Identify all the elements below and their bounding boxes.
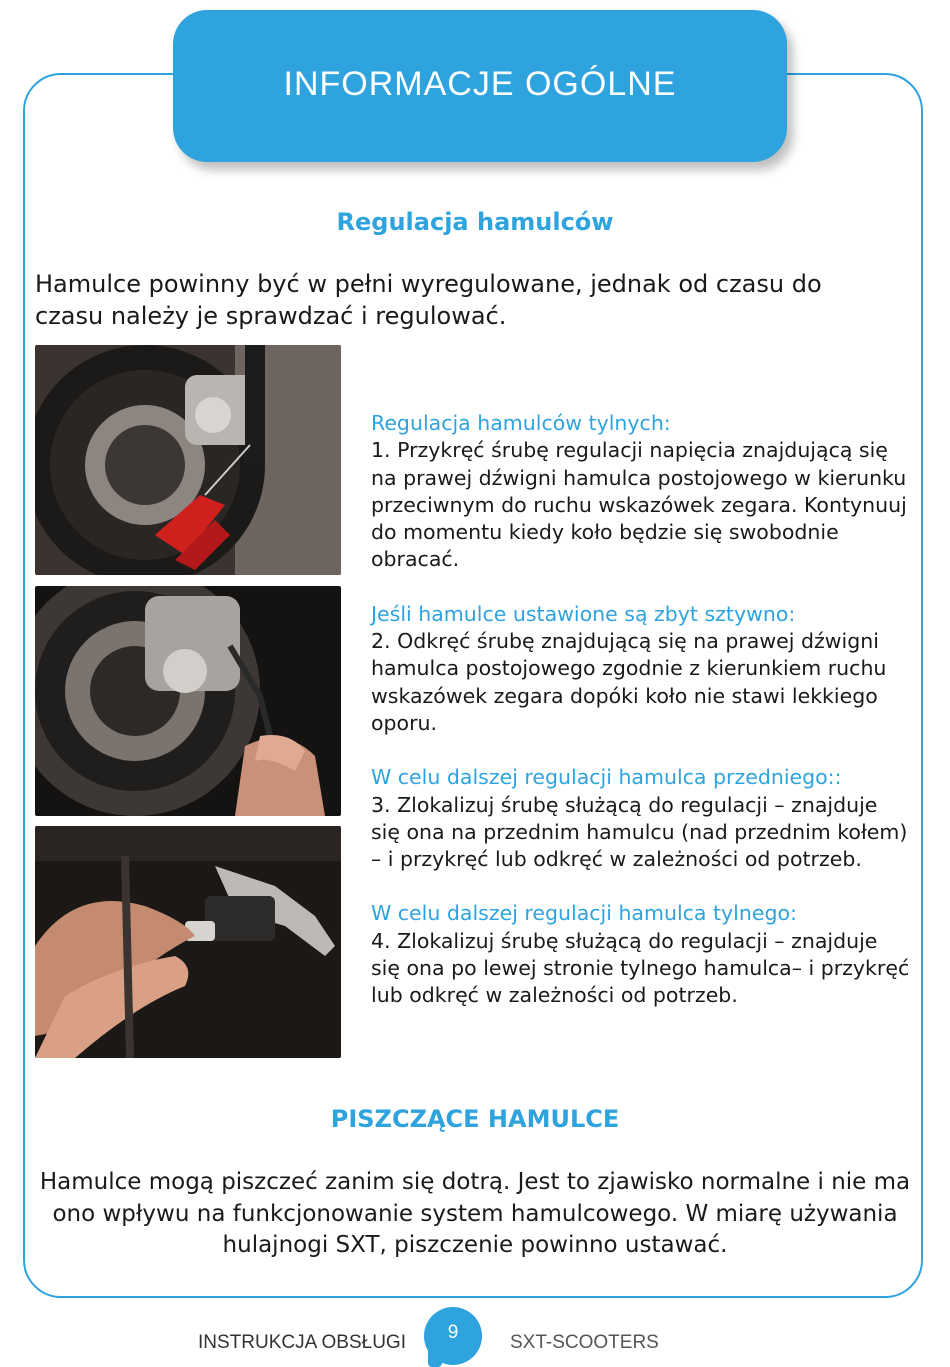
photo-brake-lever-adjust (35, 826, 341, 1058)
step-subtitle: Regulacja hamulców tylnych: (371, 411, 671, 435)
section-title-brake-adjustment: Regulacja hamulców (336, 208, 614, 236)
page-title: INFORMACJE OGÓLNE (283, 64, 677, 103)
step-subtitle: Jeśli hamulce ustawione są zbyt sztywno: (371, 601, 796, 626)
section-title-squeaking-brakes: PISZCZĄCE HAMULCE (330, 1105, 620, 1133)
step-text: 4. Zlokalizuj śrubę służącą do regulacji – znajduje się ona po lewej stronie tylnego hamulca– i przykręć lub odkręć w zależności od potrzeb. (371, 928, 910, 1008)
intro-paragraph: Hamulce powinny być w pełni wyregulowane, jednak od czasu do czasu należy je sprawdzać i regulować. (35, 270, 822, 330)
page-number-bubble-tail (428, 1345, 442, 1367)
brake-instructions (371, 410, 911, 1037)
step-subtitle: W celu dalszej regulacji hamulca przedniego:: (371, 765, 842, 790)
step-2 (371, 601, 911, 737)
footer-manual-label: INSTRUKCJA OBSŁUGI (198, 1332, 406, 1353)
footer-brand-label: SXT-SCOOTERS (510, 1332, 659, 1353)
step-1 (371, 410, 911, 574)
step-subtitle: W celu dalszej regulacji hamulca tylnego: (371, 901, 797, 926)
squeaking-brakes-paragraph: Hamulce mogą piszczeć zanim się dotrą. Jest to zjawisko normalne i nie ma ono wpływu na funkcjonowanie system hamulcowego. W miarę używania hulajnogi SXT, piszczenie powinno ustawać. (39, 1169, 911, 1258)
header-banner (173, 10, 787, 162)
photo-brake-hex-key (35, 586, 341, 816)
step-3 (371, 764, 911, 873)
step-text: 3. Zlokalizuj śrubę służącą do regulacji – znajduje się ona na przednim hamulcu (nad przednim kołem) – i przykręć lub odkręć w zależności od potrzeb. (371, 792, 908, 872)
page-number: 9 (447, 1322, 459, 1343)
step-text: 2. Odkręć śrubę znajdującą się na prawej dźwigni hamulca postojowego zgodnie z kierunkiem ruchu wskazówek zegara dopóki koło nie stawi lekkiego oporu. (371, 629, 887, 735)
step-4 (371, 900, 911, 1009)
step-text: 1. Przykręć śrubę regulacji napięcia znajdującą się na prawej dźwigni hamulca postojowego w kierunku przeciwnym do ruchu wskazówek zegara. Kontynuuj do momentu kiedy koło będzie się swobodnie obracać. (371, 438, 907, 572)
photo-rear-brake-pliers (35, 345, 341, 575)
